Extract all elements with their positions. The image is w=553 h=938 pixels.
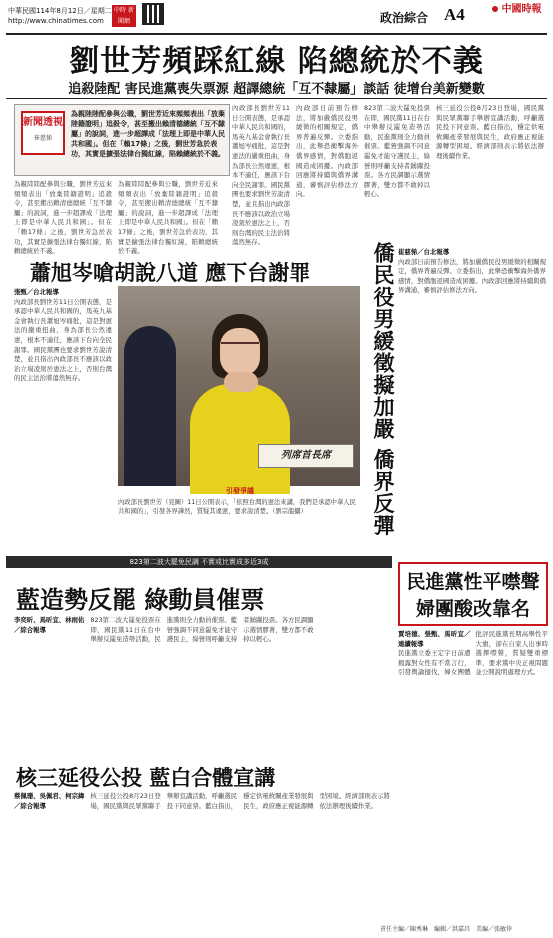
- story3-text: 核三延役公投8月23日登場，國民黨與民眾黨聯手舉辦宣講活動，呼籲選民投下同意票。藍白指出，穩定供電攸關產業發展與民生，政府應正視能源轉型困境。經濟部則表示將依法辦理後續作業。: [90, 792, 390, 810]
- news-photo: [118, 286, 360, 486]
- story1-headline: 蕭旭岑嗆胡說八道 應下台謝罪: [30, 261, 311, 285]
- recall-banner: 823第二波大罷免民調 不實或比實成多近3成: [6, 556, 392, 568]
- analysis-tag-label: 新聞透視: [23, 117, 63, 128]
- story1-body: [14, 288, 112, 548]
- box-headline-line1: 民進黨性平噤聲: [406, 571, 540, 593]
- photo-caption: [118, 488, 360, 516]
- logo-text: 中國時報: [501, 4, 542, 15]
- vertical-headline: 僑民役男緩徵擬加嚴 僑界反彈: [371, 242, 395, 537]
- analysis-lead: 為親陸陸配參與公職，劉世芳近來頻頻表出「放棄陸籍證明」追殺令，甚至搬出賴清德總統「互不隸屬」的說詞，進一步超譯成「法理上即是中華人民共和國」。但在「賴17條」之後，劉世芳急於表功，其實是擴張法律台獨紅線，陷賴總統於不義。: [71, 110, 225, 158]
- caption-title: 引發爭議: [226, 487, 254, 495]
- analysis-body-col1: 為親陸陸配參與公職，劉世芳近來頻頻表出「放棄陸籍證明」追殺令，甚至搬出賴清德總統「互不隸屬」的說詞，進一步超譯成「法理上即是中華人民共和國」。但在「賴17條」之後，劉世芳急於表功，其實是擴張法律台獨紅線，陷賴總統於不義。: [14, 180, 112, 256]
- header-rule: [6, 33, 547, 35]
- vertical-story-body: [398, 248, 546, 548]
- issue-date: 中華民國114年8月12日／星期二: [8, 7, 112, 15]
- publisher-badge: 中時 新聞網: [112, 5, 136, 27]
- photo-face: [220, 328, 260, 376]
- page-headline: 劉世芳頻踩紅線 陷總統於不義: [69, 44, 484, 79]
- page-subheadline: 追殺陸配 害民進黨喪失票源 超譯總統「互不隸屬」談話 徒增台美新變數: [68, 82, 485, 97]
- photo-hands: [224, 372, 258, 392]
- box-text: 民進黨立委王定宇日前遭揭露對女性有不當言行，引發輿論撻伐，婦女團體批評民進黨長期高舉性平大旗，卻在自家人出事時選擇噤聲，質疑雙重標準，要求黨中央正視問題並公開說明處理方式。: [398, 630, 548, 677]
- analysis-body-col6: 核三延役公投8月23日登場，國民黨與民眾黨聯手舉辦宣講活動，呼籲選民投下同意票。藍白指出，穩定供電攸關產業發展與民生，政府應正視能源轉型困境。經濟部則表示將依法辦理後續作業。: [436, 104, 544, 160]
- analysis-body-col4: 內政部日前預告修法，將加嚴僑民役男緩徵的相關規定，僑界普遍反彈。立委指出，此舉恐衝擊海外僑界感情，對僑胞返國造成困擾。內政部回應將持續與僑界溝通，審慎評估修法方向。: [296, 104, 358, 199]
- masthead: [0, 0, 553, 34]
- analysis-body-col5: 823第二波大罷免投票在即，國民黨11日在台中舉辦反罷免造勢活動，民進黨則全力動員催票。藍營強調不同意罷免才能守護民主，綠營則呼籲支持者踴躍投票。各方民調顯示選情膠著，雙方都不敢掉以輕心。: [364, 104, 430, 199]
- story1-text: 內政部長劉世芳11日公開表態，是承認中華人民共和國的，馬英九基金會執行長蕭旭岑痛批，這是對憲法的嚴重扭曲，身為部長公然違憲，根本不適任，應該下台向全民謝罪。國民黨團也要求劉世芳說清楚，並且指出內政部長不應該以政治立場凌駕於憲法之上，否則台灣的民主法治將蕩然無存。: [14, 297, 112, 383]
- photo-jacket: [190, 384, 290, 494]
- logo-dot-icon: [492, 6, 498, 12]
- story2-byline: 李奕昕、馬昕宜、林雨佑／綜合報導: [14, 616, 85, 634]
- analysis-body-col3: 內政部長劉世芳11日公開表態，是承認中華人民共和國的，馬英九基金會執行長蕭旭岑痛批，這是對憲法的嚴重扭曲，身為部長公然違憲，根本不適任，應該下台向全民謝罪。國民黨團也要求劉世芳說清楚，並且指出內政部長不應該以政治立場凌駕於憲法之上，否則台灣的民主法治將蕩然無存。: [232, 104, 290, 247]
- story3-headline: 核三延役公投 藍白合體宣講: [16, 766, 276, 790]
- newspaper-logo: [492, 3, 546, 31]
- analysis-tag: [21, 111, 65, 155]
- photo-glasses: [221, 342, 259, 352]
- box-headline-line2: 婦團酸改靠名: [415, 598, 530, 620]
- story2-headline: 藍造勢反罷 綠動員催票: [16, 586, 265, 614]
- sidebar-box-body: [398, 630, 548, 920]
- story2-body: [14, 616, 390, 766]
- photo-person-left: [124, 326, 176, 486]
- page-number: A4: [444, 5, 465, 24]
- story2-text: 823第二波大罷免投票在即，國民黨11日在台中舉辦反罷免造勢活動，民進黨則全力動員催票。藍營強調不同意罷免才能守護民主，綠營則呼籲支持者踴躍投票。各方民調顯示選情膠著，雙方都不敢掉以輕心。: [90, 616, 314, 644]
- site-url[interactable]: http://www.chinatimes.com: [8, 17, 104, 25]
- analysis-box: [14, 104, 230, 176]
- caption-text: 內政部長劉世芳（見圖）11日公開表示，「依照台灣的憲法來講，我們是承認中華人民共和國的」，引發各界譁然，質疑其違憲，要求說清楚。（劉宗龍攝）: [118, 499, 356, 515]
- story1-byline: 張甄／台北報導: [14, 288, 59, 296]
- sidebar-box-headline: [398, 562, 548, 626]
- story3-body: [14, 792, 390, 920]
- analysis-body-col2: 為親陸陸配參與公職，劉世芳近來頻頻表出「放棄陸籍證明」追殺令，甚至搬出賴清德總統「互不隸屬」的說詞，進一步超譯成「法理上即是中華人民共和國」。但在「賴17條」之後，劉世芳急於表功，其實是擴張法律台獨紅線，陷賴總統於不義。: [118, 180, 218, 256]
- vertical-byline: 崔慈悌／台北報導: [398, 248, 450, 256]
- analysis-author: 崔慈悌: [33, 135, 52, 142]
- subhead-rule: [6, 98, 547, 99]
- qr-code-icon[interactable]: [142, 3, 164, 25]
- photo-nameplate: 列席首長席: [258, 444, 354, 468]
- section-title: 政治綜合: [380, 11, 429, 25]
- story3-byline: 蔡佩珊、吳佩君、柯宗緯／綜合報導: [14, 792, 85, 810]
- vertical-text: 內政部日前預告修法，將加嚴僑民役男緩徵的相關規定，僑界普遍反彈。立委指出，此舉恐衝擊海外僑界感情，對僑胞返國造成困擾。內政部回應將持續與僑界溝通，審慎評估修法方向。: [398, 257, 546, 295]
- editor-credits: 責任主編／陳秀琳 編輯／洪嘉昌 美編／張敏倖: [380, 926, 513, 933]
- box-byline: 賈培德、張甄、馬昕宜／連續報導: [398, 630, 471, 648]
